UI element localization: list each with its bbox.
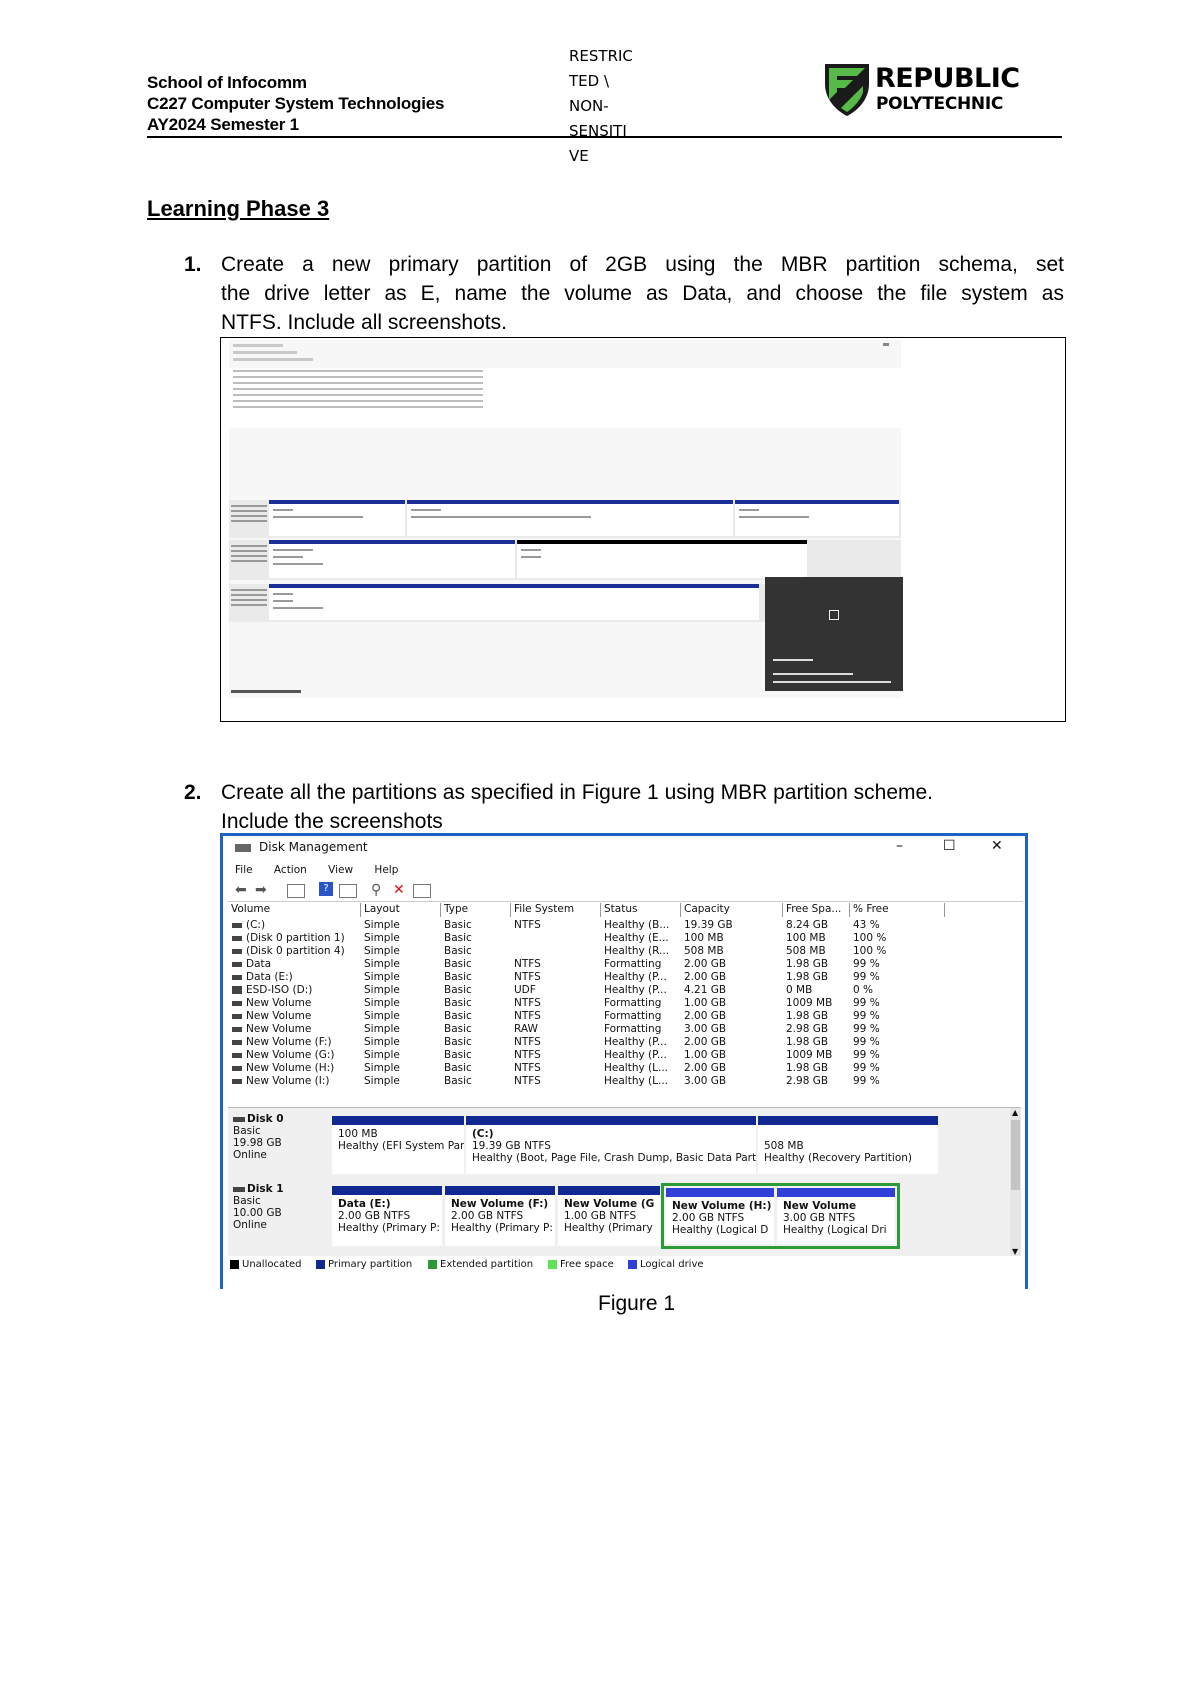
close-button[interactable]: ✕ xyxy=(991,838,1003,854)
republic-polytechnic-logo xyxy=(823,62,1020,120)
volume-icon xyxy=(232,1027,242,1032)
delete-icon[interactable]: ✕ xyxy=(393,882,405,898)
disk-1-label[interactable]: Disk 1 Basic 10.00 GB Online xyxy=(233,1183,284,1231)
back-arrow-icon[interactable]: ⬅ xyxy=(235,882,247,898)
notification-toast-thumbnail xyxy=(765,577,903,691)
legend-logical: Logical drive xyxy=(628,1259,704,1270)
partition-c[interactable]: (C:) 19.39 GB NTFS Healthy (Boot, Page File, Crash Dump, Basic Data Part xyxy=(466,1116,756,1174)
logical-drive-h[interactable]: New Volume (H:) 2.00 GB NTFS Healthy (Logical D xyxy=(666,1188,774,1244)
step-text: Create all the partitions as specified in Figure 1 using MBR partition scheme. Include the screenshots xyxy=(221,781,934,833)
volume-icon xyxy=(232,1040,242,1045)
phase-title: Learning Phase 3 xyxy=(147,196,330,221)
menu-action[interactable]: Action xyxy=(273,864,307,876)
step-text: Create a new primary partition of 2GB using the MBR partition schema, set the drive letter as E, name the volume as Data, and choose the file system as NTFS. Include all screenshots. xyxy=(221,253,1064,334)
table-row[interactable]: New Volume Simple Basic NTFS Formatting 2.00 GB 1.98 GB 99 % xyxy=(228,1010,1023,1023)
scrollbar-thumb[interactable] xyxy=(1011,1120,1020,1190)
legend-extended: Extended partition xyxy=(428,1259,533,1270)
module-name: C227 Computer System Technologies xyxy=(147,94,445,113)
menu-bar xyxy=(235,864,416,878)
scroll-down-icon[interactable]: ▼ xyxy=(1012,1247,1019,1256)
maximize-button[interactable]: ☐ xyxy=(943,838,956,854)
figure-caption: Figure 1 xyxy=(598,1292,676,1315)
toolbar-divider xyxy=(228,901,1023,902)
logo-text-polytechnic: POLYTECHNIC xyxy=(876,94,1004,114)
column-capacity[interactable]: Capacity xyxy=(681,903,783,917)
column-type[interactable]: Type xyxy=(441,903,511,917)
settings-icon[interactable] xyxy=(413,884,431,898)
document-header-left xyxy=(147,72,444,135)
volume-icon xyxy=(232,923,242,928)
volume-list-header xyxy=(228,903,1023,918)
scroll-up-icon[interactable]: ▲ xyxy=(1012,1108,1019,1117)
column-file-system[interactable]: File System xyxy=(511,903,601,917)
volume-icon xyxy=(232,936,242,941)
console-tree-icon[interactable] xyxy=(287,884,305,898)
disk-graphical-view[interactable] xyxy=(228,1107,1021,1256)
properties-icon[interactable] xyxy=(339,884,357,898)
volume-icon xyxy=(232,975,242,980)
minimize-button[interactable]: – xyxy=(896,838,903,854)
legend-primary: Primary partition xyxy=(316,1259,412,1270)
column-layout[interactable]: Layout xyxy=(361,903,441,917)
term-label: AY2024 Semester 1 xyxy=(147,115,299,134)
cd-drive-icon xyxy=(232,986,242,994)
disk-management-window: Disk Management – ☐ ✕ File Action View Help ⬅ ➡ ? ⚲ ✕ Volume Layout Type File System Status Capacity Free Spa... % Free (C:) Simple Basic NTFS Healthy (B... 19.39 GB 8.24 GB 43 % (Disk 0 partition 1) Simple Basic Healthy (E... 100 MB 100 MB 100 % (Disk 0 partition 4) Simple Basic Healthy (R... 508 MB 508 MB 100 % Data Simple Basic NTFS Formatting 2.00 GB 1.98 GB 99 % Data (E:) Simple Basic NTFS Healthy (P... 2.00 GB 1.98 GB 99 % ESD-ISO (D:) Simple Basic UDF Healthy (P... 4.21 GB 0 MB 0 % New Volume Simple Basic NTFS Formatting 1.00 GB 1009 MB 99 % New Volume Simple Basic NTFS Formatting 2.00 GB 1.98 GB 99 % New Volume Simple Basic RAW Formatting 3.00 GB 2.98 GB 99 % New Volume (F:) Simple Basic NTFS Healthy (P... 2.00 GB 1.98 GB 99 % New Volume (G:) Simple Basic NTFS Healthy (P... 1.00 GB 1009 MB 99 % New Volume (H:) Simple Basic NTFS Healthy (L... 2.00 GB 1.98 GB 99 % New Volume (I:) Simple Basic NTFS Healthy (L... 3.00 GB 2.98 GB 99 % Disk 0 Basic 19.98 GB Online 100 MB Healthy (EFI System Par (C:) 19.39 GB NTFS Healthy (Boot, Page File, Crash Dump, Basic Data Part 508 MB Healthy (Recovery Partition) Disk 1 Basic 10.00 GB Online Data (E:) 2.00 GB NTFS Healthy (Primary P: New Volume (F:) 2.00 GB NTFS Healthy (Primary P: New Volume (G 1.00 GB NTFS Healthy (Primary New Volume (H:) 2.00 GB NTFS Healthy (Logical D New Volume 3.00 GB NTFS Healthy (Logical Dri ▲ ▼ Unallocated Primary partition Extended partition Free space Logical drive xyxy=(220,833,1028,1289)
column-percent-free[interactable]: % Free xyxy=(850,903,945,917)
table-row[interactable]: New Volume (F:) Simple Basic NTFS Healthy (P... 2.00 GB 1.98 GB 99 % xyxy=(228,1036,1023,1049)
forward-arrow-icon[interactable]: ➡ xyxy=(255,882,267,898)
menu-file[interactable]: File xyxy=(235,864,253,876)
classification-label: RESTRIC TED \ NON- SENSITI VE xyxy=(569,47,633,165)
table-row[interactable]: (Disk 0 partition 4) Simple Basic Healthy (R... 508 MB 508 MB 100 % xyxy=(228,945,1023,958)
volume-icon xyxy=(232,962,242,967)
volume-icon xyxy=(232,1014,242,1019)
volume-icon xyxy=(232,1066,242,1071)
logo-text-republic: REPUBLIC xyxy=(875,63,1020,94)
connect-icon[interactable]: ⚲ xyxy=(371,882,382,898)
screenshot-1 xyxy=(220,337,1066,722)
disk-0-label[interactable]: Disk 0 Basic 19.98 GB Online xyxy=(233,1113,284,1161)
partition-new-volume-f[interactable]: New Volume (F:) 2.00 GB NTFS Healthy (Primary P: xyxy=(445,1186,555,1246)
column-volume[interactable]: Volume xyxy=(228,903,361,917)
volume-icon xyxy=(232,1079,242,1084)
column-free-space[interactable]: Free Spa... xyxy=(783,903,850,917)
table-row[interactable]: Data (E:) Simple Basic NTFS Healthy (P... 2.00 GB 1.98 GB 99 % xyxy=(228,971,1023,984)
table-row[interactable]: (C:) Simple Basic NTFS Healthy (B... 19.39 GB 8.24 GB 43 % xyxy=(228,919,1023,932)
volume-icon xyxy=(232,1053,242,1058)
table-row[interactable]: New Volume Simple Basic RAW Formatting 3.00 GB 2.98 GB 99 % xyxy=(228,1023,1023,1036)
menu-view[interactable]: View xyxy=(328,864,354,876)
disk-icon xyxy=(233,1187,245,1192)
legend-unallocated: Unallocated xyxy=(230,1259,302,1270)
step-number: 1. xyxy=(184,253,202,276)
table-row[interactable]: New Volume (H:) Simple Basic NTFS Healthy (L... 2.00 GB 1.98 GB 99 % xyxy=(228,1062,1023,1075)
partition-efi[interactable]: 100 MB Healthy (EFI System Par xyxy=(332,1116,464,1174)
table-row[interactable]: ESD-ISO (D:) Simple Basic UDF Healthy (P... 4.21 GB 0 MB 0 % xyxy=(228,984,1023,997)
partition-recovery[interactable]: 508 MB Healthy (Recovery Partition) xyxy=(758,1116,938,1174)
partition-data-e[interactable]: Data (E:) 2.00 GB NTFS Healthy (Primary P: xyxy=(332,1186,442,1246)
legend-free-space: Free space xyxy=(548,1259,614,1270)
volume-icon xyxy=(232,949,242,954)
step-number: 2. xyxy=(184,781,202,804)
table-row[interactable]: (Disk 0 partition 1) Simple Basic Healthy (E... 100 MB 100 MB 100 % xyxy=(228,932,1023,945)
partition-new-volume-g[interactable]: New Volume (G 1.00 GB NTFS Healthy (Primary xyxy=(558,1186,660,1246)
table-row[interactable]: Data Simple Basic NTFS Formatting 2.00 GB 1.98 GB 99 % xyxy=(228,958,1023,971)
logical-drive-new-volume[interactable]: New Volume 3.00 GB NTFS Healthy (Logical Dri xyxy=(777,1188,895,1244)
vertical-scrollbar[interactable] xyxy=(1010,1108,1021,1256)
table-row[interactable]: New Volume (I:) Simple Basic NTFS Healthy (L... 3.00 GB 2.98 GB 99 % xyxy=(228,1075,1023,1088)
disk-management-icon xyxy=(235,844,251,852)
disk-icon xyxy=(233,1117,245,1122)
help-icon[interactable]: ? xyxy=(319,882,333,896)
header-divider xyxy=(147,136,1062,138)
shield-logo-icon xyxy=(823,62,871,118)
column-status[interactable]: Status xyxy=(601,903,681,917)
table-row[interactable]: New Volume Simple Basic NTFS Formatting 1.00 GB 1009 MB 99 % xyxy=(228,997,1023,1010)
table-row[interactable]: New Volume (G:) Simple Basic NTFS Healthy (P... 1.00 GB 1009 MB 99 % xyxy=(228,1049,1023,1062)
menu-help[interactable]: Help xyxy=(374,864,399,876)
school-name: School of Infocomm xyxy=(147,73,307,92)
volume-icon xyxy=(232,1001,242,1006)
